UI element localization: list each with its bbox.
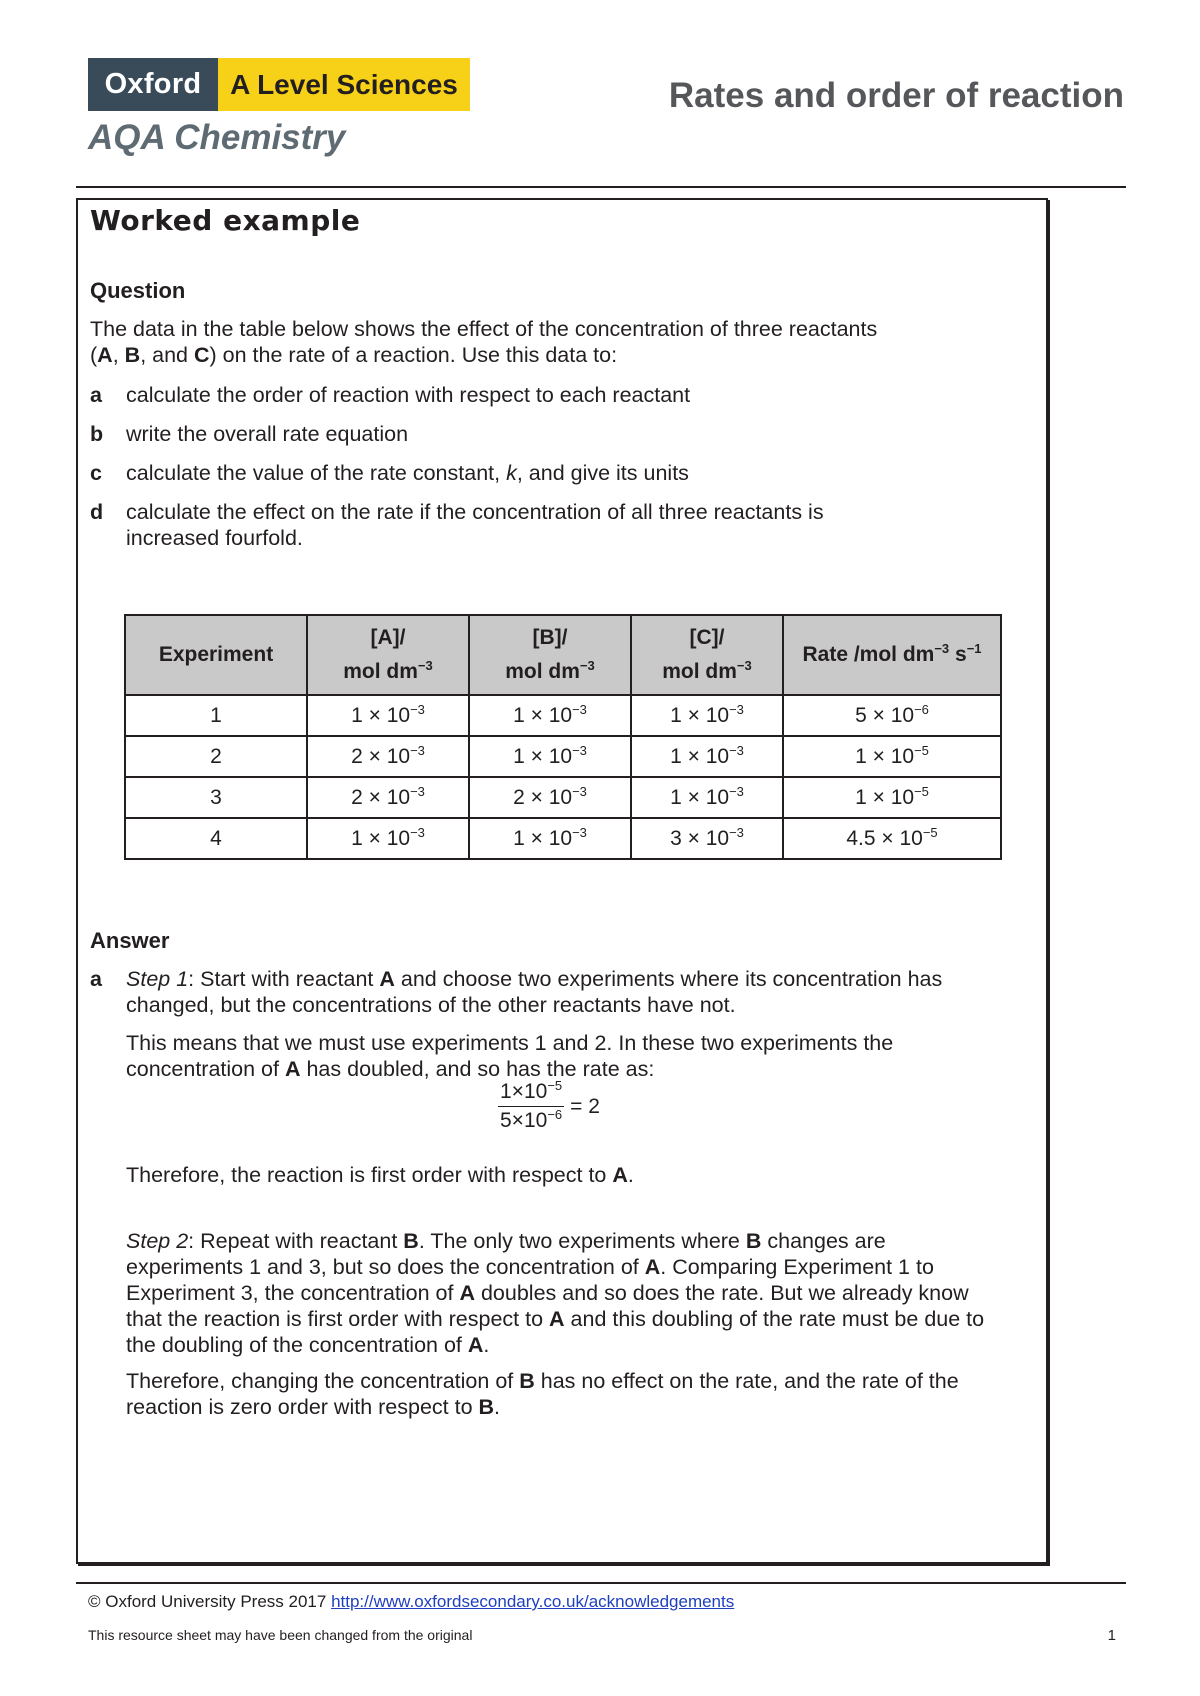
cell-rate: $4.5 \times 10^{-5}$ bbox=[783, 818, 1001, 859]
step1-conclusion: Therefore, the reaction is first order with respect to A. bbox=[126, 1163, 634, 1187]
question-item-c: c calculate the value of the rate constant, k, and give its units bbox=[90, 461, 689, 485]
fraction-numerator: $1\times 10^{-5}$ bbox=[498, 1080, 564, 1107]
rate-data-table bbox=[124, 614, 1002, 860]
question-intro bbox=[90, 316, 1010, 368]
cell-conc-b: $1 \times 10^{-3}$ bbox=[469, 695, 631, 736]
cell-experiment: 4 bbox=[125, 818, 307, 859]
oxford-logo bbox=[88, 58, 470, 111]
header-rate: Rate /mol $dm^{-3}$ $s^{-1}$ bbox=[783, 615, 1001, 695]
fraction-result: = 2 bbox=[570, 1094, 600, 1118]
footer-disclaimer: This resource sheet may have been changed from the original bbox=[88, 1627, 473, 1643]
cell-conc-c: $1 \times 10^{-3}$ bbox=[631, 695, 783, 736]
footer-copyright: © Oxford University Press 2017 http://www.oxfordsecondary.co.uk/acknowledgements bbox=[88, 1592, 735, 1611]
step1-paragraph2: This means that we must use experiments 1 and 2. In these two experiments the concentration of A has doubled, and so has the rate as: bbox=[126, 1031, 894, 1081]
cell-experiment: 1 bbox=[125, 695, 307, 736]
table-row bbox=[125, 818, 1001, 859]
intro-line1: The data in the table below shows the effect of the concentration of three reactants bbox=[90, 317, 878, 341]
cell-conc-b: $1 \times 10^{-3}$ bbox=[469, 736, 631, 777]
header-divider bbox=[76, 186, 1126, 188]
answer-label: Answer bbox=[90, 928, 170, 953]
intro-line2: (A, B, and C) on the rate of a reaction. Use this data to: bbox=[90, 343, 618, 367]
fraction-denominator: $5\times 10^{-6}$ bbox=[500, 1107, 563, 1132]
cell-conc-c: $1 \times 10^{-3}$ bbox=[631, 736, 783, 777]
question-item-b: b write the overall rate equation bbox=[90, 422, 409, 446]
box-heading: Worked example bbox=[90, 204, 361, 237]
cell-conc-c: $3 \times 10^{-3}$ bbox=[631, 818, 783, 859]
answer-item-a: a Step 1: Start with reactant A and choose two experiments where its concentration has changed, but the concentrations of the other reactants have not. bbox=[90, 967, 943, 1017]
table-row bbox=[125, 736, 1001, 777]
cell-conc-a: $2 \times 10^{-3}$ bbox=[307, 777, 469, 818]
worked-example-box bbox=[76, 198, 1048, 1564]
header-conc-b: [B]/ mol $dm^{-3}$ bbox=[469, 615, 631, 695]
cell-rate: $1 \times 10^{-5}$ bbox=[783, 777, 1001, 818]
cell-experiment: 2 bbox=[125, 736, 307, 777]
logo-brand: Oxford bbox=[88, 58, 218, 111]
subject-title: AQA Chemistry bbox=[88, 118, 346, 157]
page-number: 1 bbox=[1107, 1627, 1116, 1644]
cell-conc-a: $1 \times 10^{-3}$ bbox=[307, 695, 469, 736]
header-conc-c: [C]/ mol $dm^{-3}$ bbox=[631, 615, 783, 695]
header-experiment: Experiment bbox=[125, 615, 307, 695]
cell-conc-b: $2 \times 10^{-3}$ bbox=[469, 777, 631, 818]
cell-conc-b: $1 \times 10^{-3}$ bbox=[469, 818, 631, 859]
cell-rate: $5 \times 10^{-6}$ bbox=[783, 695, 1001, 736]
rate-ratio-fraction bbox=[498, 1080, 600, 1133]
logo-series: A Level Sciences bbox=[218, 58, 470, 111]
table-row bbox=[125, 695, 1001, 736]
question-item-a: a calculate the order of reaction with respect to each reactant bbox=[90, 383, 691, 407]
question-label: Question bbox=[90, 278, 186, 303]
cell-conc-a: $1 \times 10^{-3}$ bbox=[307, 818, 469, 859]
step2-conclusion: Therefore, changing the concentration of B has no effect on the rate, and the rate of the reaction is zero order with respect to B. bbox=[126, 1369, 959, 1419]
page-title: Rates and order of reaction bbox=[668, 76, 1124, 115]
cell-conc-a: $2 \times 10^{-3}$ bbox=[307, 736, 469, 777]
header-conc-a: [A]/ mol $dm^{-3}$ bbox=[307, 615, 469, 695]
question-item-d: d calculate the effect on the rate if the concentration of all three reactants is increased fourfold. bbox=[90, 500, 824, 550]
cell-experiment: 3 bbox=[125, 777, 307, 818]
acknowledgements-link[interactable]: http://www.oxfordsecondary.co.uk/acknowledgements bbox=[331, 1592, 735, 1611]
table-row bbox=[125, 777, 1001, 818]
step2-paragraph1: Step 2: Repeat with reactant B. The only two experiments where B changes are experiments 1 and 3, but so does the concentration of A. Comparing Experiment 1 to Experiment 3, the concentration of A doubles and so does the rate. But we already know that the reaction is first order with respect to A and this doubling of the rate must be due to the doubling of the concentration of A. bbox=[126, 1229, 985, 1357]
cell-rate: $1 \times 10^{-5}$ bbox=[783, 736, 1001, 777]
footer-divider bbox=[76, 1582, 1126, 1584]
table-header-row bbox=[125, 615, 1001, 695]
cell-conc-c: $1 \times 10^{-3}$ bbox=[631, 777, 783, 818]
